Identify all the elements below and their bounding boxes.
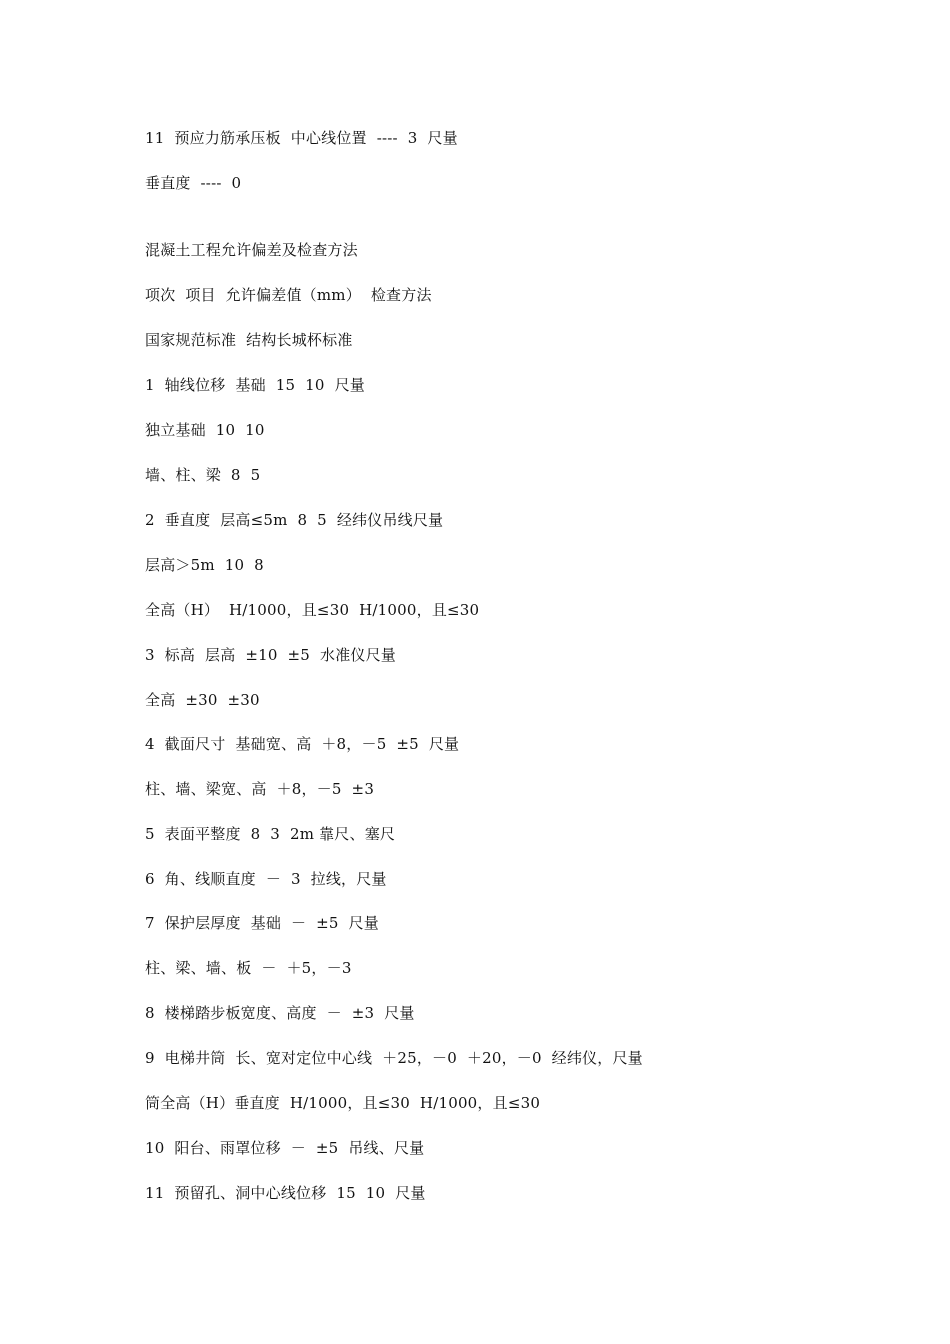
table-subheader: 国家规范标准 结构长城杯标准 (145, 331, 353, 349)
table-row: 墙、柱、梁 8 5 (145, 466, 261, 484)
table-row: 6 角、线顺直度 － 3 拉线，尺量 (145, 870, 387, 888)
text-line: 11 预应力筋承压板 中心线位置 ---- 3 尺量 (145, 129, 458, 147)
section-title: 混凝土工程允许偏差及检查方法 (145, 241, 358, 259)
table-row: 全高 ±30 ±30 (145, 691, 260, 709)
table-row: 10 阳台、雨罩位移 － ±5 吊线、尺量 (145, 1139, 425, 1157)
table-row: 2 垂直度 层高≤5m 8 5 经纬仪吊线尺量 (145, 511, 444, 529)
table-row: 1 轴线位移 基础 15 10 尺量 (145, 376, 365, 394)
table-row: 柱、梁、墙、板 － ＋5，－3 (145, 959, 352, 977)
table-row: 全高（H） H/1000，且≤30 H/1000，且≤30 (145, 601, 480, 619)
table-header: 项次 项目 允许偏差值（mm） 检查方法 (145, 286, 432, 304)
table-row: 8 楼梯踏步板宽度、高度 － ±3 尺量 (145, 1004, 415, 1022)
table-row: 5 表面平整度 8 3 2m 靠尺、塞尺 (145, 825, 396, 843)
table-row: 3 标高 层高 ±10 ±5 水准仪尺量 (145, 646, 396, 664)
table-row: 筒全高（H）垂直度 H/1000，且≤30 H/1000，且≤30 (145, 1094, 541, 1112)
table-row: 7 保护层厚度 基础 － ±5 尺量 (145, 914, 379, 932)
table-row: 11 预留孔、洞中心线位移 15 10 尺量 (145, 1184, 426, 1202)
table-row: 4 截面尺寸 基础宽、高 ＋8，－5 ±5 尺量 (145, 735, 460, 753)
table-row: 独立基础 10 10 (145, 421, 265, 439)
table-row: 柱、墙、梁宽、高 ＋8，－5 ±3 (145, 780, 375, 798)
table-row: 9 电梯井筒 长、宽对定位中心线 ＋25，－0 ＋20，－0 经纬仪，尺量 (145, 1049, 643, 1067)
table-row: 层高＞5m 10 8 (145, 556, 264, 574)
text-line: 垂直度 ---- 0 (145, 174, 242, 192)
